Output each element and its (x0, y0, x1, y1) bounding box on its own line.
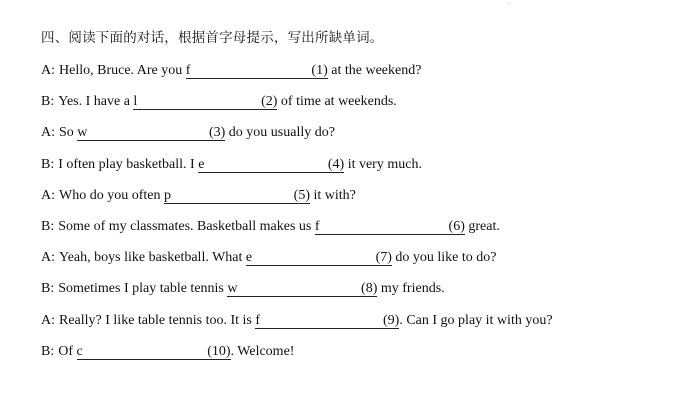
hint-letter: p (163, 187, 171, 203)
hint-letter: c (76, 343, 83, 359)
speaker-label: B: (41, 156, 55, 172)
line-text-after: it with? (309, 187, 356, 203)
hint-letter: e (198, 156, 205, 172)
dialogue-line (41, 218, 553, 249)
blank-number: (1) (311, 63, 328, 78)
hint-letter: l (133, 94, 138, 110)
line-text-before: Yeah, boys like basketball. What (59, 250, 246, 266)
answer-blank-6[interactable] (315, 219, 465, 235)
speaker-label: A: (41, 187, 55, 203)
blank-number: (6) (448, 218, 465, 234)
answer-blank-5[interactable] (164, 188, 310, 204)
line-text-after: do you like to do? (391, 250, 497, 266)
scan-speck (508, 3, 510, 4)
hint-letter: e (245, 250, 253, 266)
line-text-before: Yes. I have a (58, 94, 134, 110)
answer-blank-10[interactable] (77, 344, 231, 360)
speaker-label: A: (41, 312, 55, 328)
line-text-before: Some of my classmates. Basketball makes us (58, 218, 315, 234)
answer-blank-3[interactable] (77, 125, 225, 141)
blank-number: (3) (208, 125, 226, 141)
blank-number: (5) (293, 187, 310, 203)
hint-letter: w (77, 125, 88, 141)
dialogue-line (41, 93, 553, 124)
line-text-after: . Welcome! (230, 343, 295, 359)
line-text-after: of time at weekends. (277, 94, 397, 110)
line-text-before: Hello, Bruce. Are you (59, 63, 186, 78)
answer-blank-2[interactable] (133, 94, 277, 110)
line-text-after: . Can I go play it with you? (399, 312, 553, 328)
speaker-label: A: (41, 125, 55, 141)
speaker-label: B: (41, 218, 55, 234)
line-text-before: So (59, 125, 78, 141)
dialogue-line (41, 312, 553, 343)
line-text-before: Of (58, 343, 77, 359)
blank-number: (2) (261, 94, 278, 110)
dialogue-line (41, 343, 553, 374)
speaker-label: B: (41, 343, 55, 359)
line-text-before: Who do you often (59, 187, 164, 203)
line-text-after: it very much. (344, 156, 422, 172)
line-text-after: great. (464, 218, 500, 234)
dialogue-line (41, 249, 553, 280)
line-text-after: my friends. (377, 281, 445, 297)
hint-letter: w (227, 281, 238, 297)
speaker-label: B: (41, 94, 55, 110)
section-heading: 四、阅读下面的对话，根据首字母提示，写出所缺单词。 (41, 30, 384, 46)
hint-letter: f (255, 312, 261, 328)
line-text-after: do you usually do? (225, 125, 335, 141)
dialogue-line (41, 187, 553, 218)
answer-blank-4[interactable] (198, 157, 344, 173)
blank-number: (7) (375, 250, 392, 266)
blank-number: (10) (207, 343, 231, 359)
blank-number: (9) (383, 312, 400, 328)
line-text-after: at the weekend? (327, 63, 422, 78)
dialogue-line (41, 62, 553, 93)
blank-number: (4) (327, 156, 345, 172)
answer-blank-8[interactable] (227, 281, 377, 297)
answer-blank-1[interactable] (186, 63, 328, 79)
blank-number: (8) (361, 281, 378, 297)
speaker-label: A: (41, 63, 55, 78)
line-text-before: Really? I like table tennis too. It is (59, 312, 256, 328)
dialogue-line (41, 124, 553, 155)
answer-blank-7[interactable] (246, 250, 392, 266)
dialogue-line (41, 156, 553, 187)
dialogue (41, 62, 553, 374)
line-text-before: I often play basketball. I (58, 156, 199, 172)
speaker-label: B: (41, 281, 55, 297)
speaker-label: A: (41, 250, 55, 266)
answer-blank-9[interactable] (255, 313, 399, 329)
dialogue-line (41, 280, 553, 311)
hint-letter: f (185, 63, 191, 78)
line-text-before: Sometimes I play table tennis (58, 281, 228, 297)
hint-letter: f (314, 218, 320, 234)
